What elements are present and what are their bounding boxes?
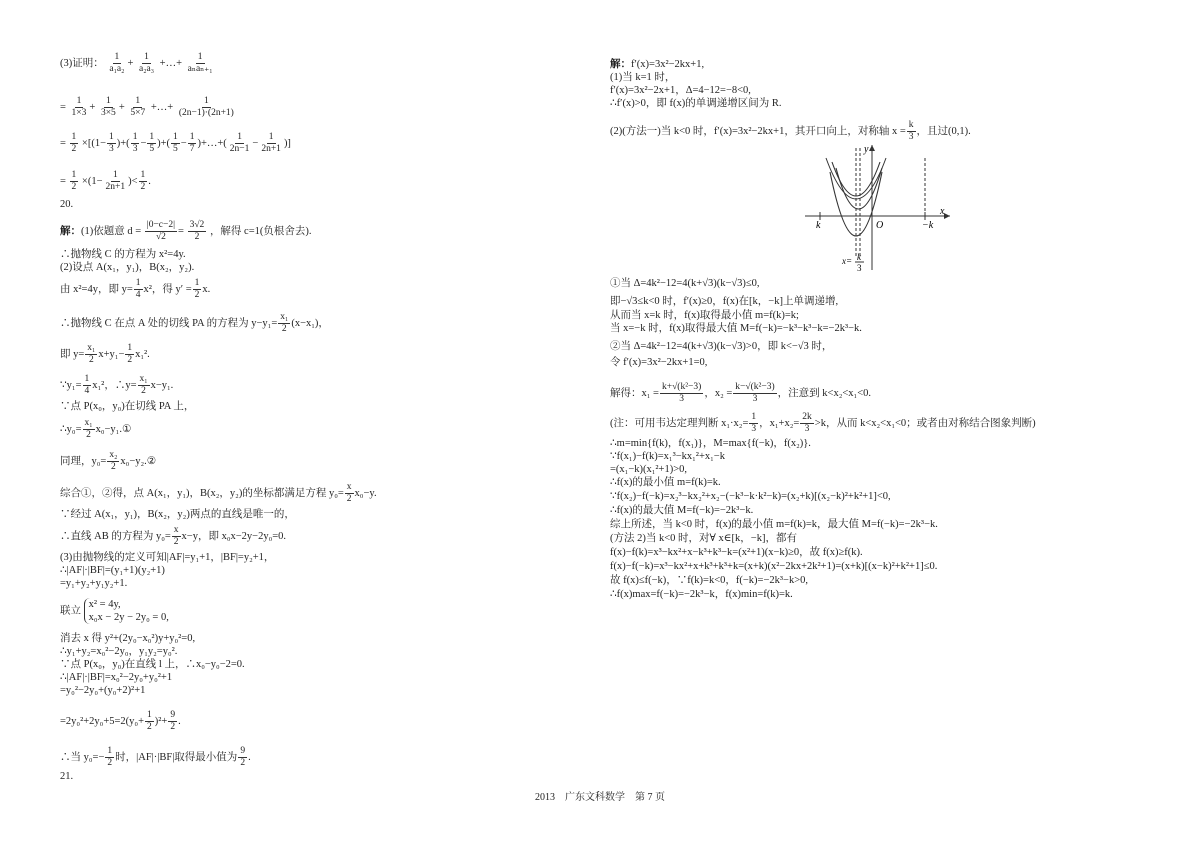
solution-21-line: 综上所述，当 k<0 时，f(x)的最小值 m=f(k)=k，最大值 M=f(−k)=−2k³−k. xyxy=(610,519,938,530)
solution-20-line: ∴y₀= $\frac{\text{x₁}}{2}$ x₀−y₁.① xyxy=(60,418,132,440)
axis-frac-denominator: 3 xyxy=(857,263,862,273)
solution-20-line: (2)设点 A(x₁，y₁)，B(x₂，y₂). xyxy=(60,262,195,273)
solution-20-line: 即 y= $\frac{\text{x₁}}{2}$ x+y₁− $\frac{1}{2}$ x₁². xyxy=(60,343,150,365)
solution-20-line: 同理，y₀= $\frac{\text{x₂}}{2}$ x₀−y₂.② xyxy=(60,450,157,472)
solution-21-line: f(x)−f(−k)=x³−kx²+x+k³+k³+k=(x+k)(x²−2kx+2k²+1)=(x+k)[(x−k)²+k²+1]≤0. xyxy=(610,561,938,572)
solution-20-line: ∴|AF|·|BF|=x₀²−2y₀+y₀²+1 xyxy=(60,672,173,683)
parabola-figure xyxy=(800,140,960,275)
proof-line-1: (3)证明： $\frac{1}{\text{a₁a₂}}$ + $\frac{1}{\text{a₂a₃}}$ +…+ $\frac{1}{\text{aₙaₙ₊₁}}$ xyxy=(60,52,213,74)
solution-21-line: ∴m=min{f(k)，f(x₁)}，M=max{f(−k)，f(x₂)}. xyxy=(610,438,811,449)
solution-20-system: 联立 x² = 4y, x₀x − 2y − 2y₀ = 0, xyxy=(60,599,169,623)
solution-20-line: (3)由抛物线的定义可知|AF|=y₁+1，|BF|=y₂+1， xyxy=(60,552,275,563)
axis-frac-numerator: k xyxy=(857,252,861,262)
solution-21-line: ∴f(x)的最大值 M=f(−k)=−2k³−k. xyxy=(610,505,754,516)
solution-21-line: ①当 Δ=4k²−12=4(k+√3)(k−√3)≤0, xyxy=(610,278,760,289)
page-footer: 2013 广东文科数学 第 7 页 xyxy=(535,792,665,803)
solution-20-line: 消去 x 得 y²+(2y₀−x₀²)y+y₀²=0, xyxy=(60,633,196,644)
solution-21-line: f′(x)=3x²−2x+1，Δ=4−12=−8<0, xyxy=(610,85,751,96)
solution-21-line: =(x₁−k)(x₁²+1)>0, xyxy=(610,464,688,475)
solution-20-line: ∴直线 AB 的方程为 y₀= $\frac{x}{2}$ x−y，即 x₀x−2y−2y₀=0. xyxy=(60,525,287,547)
solution-20-line: ∴|AF|·|BF|=(y₁+1)(y₂+1) xyxy=(60,565,165,576)
solution-20-line: ∴抛物线 C 在点 A 处的切线 PA 的方程为 y−y₁= $\frac{\text{x₁}}{2}$ (x−x₁)， xyxy=(60,312,329,334)
y-axis-label: y xyxy=(864,144,869,155)
k-label: k xyxy=(816,220,821,231)
solution-20-line: ∵点 P(x₀，y₀)在切线 PA 上， xyxy=(60,401,195,412)
solution-21-line: 解：f′(x)=3x²−2kx+1, xyxy=(610,59,705,70)
solution-20-line: ∵经过 A(x₁，y₁)，B(x₂，y₂)两点的直线是唯一的， xyxy=(60,509,295,520)
solution-21-line: ∴f(x)max=f(−k)=−2k³−k，f(x)min=f(k)=k. xyxy=(610,589,793,600)
solution-20-line: =y₀²−2y₀+(y₀+2)²+1 xyxy=(60,685,146,696)
solution-21-line: ∵f(x₁)−f(k)=x₁³−kx₁²+x₁−k xyxy=(610,451,725,462)
solution-21-line: 当 x=−k 时，f(x)取得最大值 M=f(−k)=−k³−k³−k=−2k³−k. xyxy=(610,323,862,334)
solution-20-line: 由 x²=4y，即 y= $\frac{1}{4}$ x²，得 y′ = $\frac{1}{2}$ x. xyxy=(60,278,211,300)
question-21-label: 21. xyxy=(60,771,74,782)
solution-20-line: =y₁+y₂+y₁y₂+1. xyxy=(60,578,128,589)
solution-20-line: ∴抛物线 C 的方程为 x²=4y. xyxy=(60,249,186,260)
solution-21-line: ∵f(x₂)−f(−k)=x₂³−kx₂²+x₂−(−k³−k·k²−k)=(x₂+k)[(x₂−k)²+k²+1]<0, xyxy=(610,491,891,502)
solution-20-line: ∵点 P(x₀，y₀)在直线 l 上，∴x₀−y₀−2=0. xyxy=(60,659,245,670)
solution-21-line: (方法 2)当 k<0 时，对∀ x∈[k，−k]，都有 xyxy=(610,533,797,544)
solution-21-line: ②当 Δ=4k²−12=4(k+√3)(k−√3)>0，即 k<−√3 时， xyxy=(610,341,833,352)
solution-20-line: ∵y₁= $\frac{1}{4}$ x₁²，∴y= $\frac{\text{x₁}}{2}$ x−y₁. xyxy=(60,374,174,396)
proof-line-3: = $\frac{1}{2}$ ×[(1− $\frac{1}{3}$ )+( $\frac{1}{3}$ − $\frac{1}{5}$ )+( $\frac{1}{5}$ − $\frac{1}{7}$ )+…+( $\frac{1}{2n-1}$ − $\frac{1}{2n+1}$ )] xyxy=(60,132,291,154)
solution-20-line-1: 解：(1)依题意 d = $\frac{|0-c-2|}{√2}$ = $\frac{3√2}{2}$ ，解得 c=1(负根舍去). xyxy=(60,220,312,242)
x-axis-label: x xyxy=(940,206,945,217)
solution-21-line: ∴f(x)的最小值 m=f(k)=k. xyxy=(610,477,721,488)
solution-21-line: 即−√3≤k<0 时，f′(x)≥0，f(x)在[k，−k]上单调递增, xyxy=(610,296,839,307)
proof-line-4: = $\frac{1}{2}$ ×(1− $\frac{1}{2n+1}$ )< $\frac{1}{2}$ . xyxy=(60,170,151,192)
solution-20-line: =2y₀²+2y₀+5=2(y₀+ $\frac{1}{2}$ )²+ $\frac{9}{2}$ . xyxy=(60,710,181,732)
solution-21-line: ∴f′(x)>0，即 f(x)的单调递增区间为 R. xyxy=(610,98,782,109)
solution-21-roots: 解得：x₁ = $\frac{\text{k+√(k²−3)}}{3}$ ，x₂ = $\frac{\text{k−√(k²−3)}}{3}$ ，注意到 k<x₂<x₁<0. xyxy=(610,382,871,404)
solution-21-note: (注：可用韦达定理判断 x₁·x₂= $\frac{1}{3}$ ，x₁+x₂= $\frac{2k}{3}$ >k，从而 k<x₂<x₁<0；或者由对称结合图象判断) xyxy=(610,412,1036,434)
solution-21-line: 故 f(x)≤f(−k)，∵f(k)=k<0，f(−k)=−2k³−k>0, xyxy=(610,575,808,586)
solution-21-line: (1)当 k=1 时， xyxy=(610,72,676,83)
origin-label: O xyxy=(876,220,884,231)
solution-21-line: 令 f′(x)=3x²−2kx+1=0, xyxy=(610,357,708,368)
solution-20-line: ∴y₁+y₂=x₀²−2y₀，y₁y₂=y₀². xyxy=(60,646,178,657)
solution-20-line: 综合①，②得，点 A(x₁，y₁)，B(x₂，y₂)的坐标都满足方程 y₀= $\frac{x}{2}$ x₀−y. xyxy=(60,482,377,504)
axis-of-symmetry-label: x= xyxy=(842,256,853,266)
solution-20-line: ∴当 y₀=− $\frac{1}{2}$ 时，|AF|·|BF|取得最小值为 $\frac{9}{2}$ . xyxy=(60,746,251,768)
question-20-label: 20. xyxy=(60,199,74,210)
solution-21-line: f(x)−f(k)=x³−kx²+x−k³+k³−k=(x²+1)(x−k)≥0，故 f(x)≥f(k). xyxy=(610,547,863,558)
neg-k-label: −k xyxy=(922,220,934,231)
solution-21-line: 从而当 x=k 时，f(x)取得最小值 m=f(k)=k; xyxy=(610,310,799,321)
proof-line-2: = $\frac{1}{1\times 3}$ + $\frac{1}{3\times 5}$ + $\frac{1}{5\times 7}$ +…+ $\frac{1}{(2n-1)\cdot(2n+1)}$ xyxy=(60,96,234,118)
solution-21-line: (2)(方法一)当 k<0 时，f′(x)=3x²−2kx+1，其开口向上，对称轴 x = $\frac{k}{3}$ ，且过(0,1). xyxy=(610,120,971,142)
